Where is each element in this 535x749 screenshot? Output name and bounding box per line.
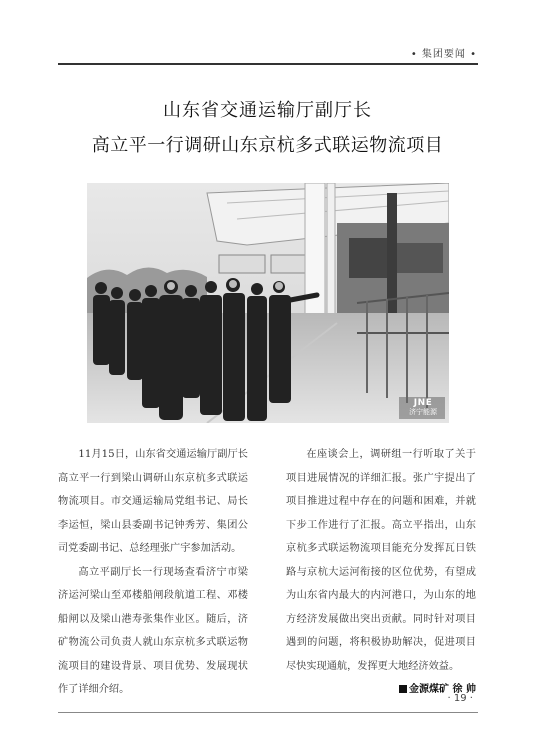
photo-scene bbox=[87, 183, 449, 423]
page-number: · 19 · bbox=[447, 693, 473, 704]
header-divider bbox=[58, 63, 478, 65]
byline-text: 金源煤矿 徐 帅 bbox=[409, 684, 476, 695]
article-body-right bbox=[286, 443, 476, 701]
article-body-left bbox=[58, 443, 248, 702]
footer-divider bbox=[58, 712, 478, 713]
body-paragraph: 高立平副厅长一行现场查看济宁市梁济运河梁山至邓楼船闸段航道工程、邓楼船闸以及梁山港寿张集作业区。随后，济矿物流公司负责人就山东京杭多式联运物流项目的建设背景、项目优势、发展现状作了详细介绍。 bbox=[58, 566, 248, 695]
byline-square-icon bbox=[399, 685, 407, 693]
section-label: • 集团要闻 • bbox=[410, 49, 477, 60]
article-title-line2: 高立平一行调研山东京杭多式联运物流项目 bbox=[91, 135, 444, 156]
article-title-line1: 山东省交通运输厅副厅长 bbox=[163, 100, 372, 121]
article-photo bbox=[87, 183, 449, 423]
photo-watermark bbox=[403, 399, 443, 417]
body-paragraph: 11月15日，山东省交通运输厅副厅长高立平一行到梁山调研山东京杭多式联运物流项目。市交通运输局党组书记、局长李运恒，梁山县委副书记钟秀芳、集团公司党委副书记、总经理张广宇参加活动。 bbox=[58, 449, 248, 554]
body-paragraph: 在座谈会上，调研组一行听取了关于项目进展情况的详细汇报。张广宇提出了项目推进过程中存在的问题和困难，并就下步工作进行了汇报。高立平指出，山东京杭多式联运物流项目能充分发挥瓦日铁路与京杭大运河衔接的区位优势，有望成为山东省内最大的内河港口，为山东的地方经济发展做出突出贡献。同时针对项目遇到的问题，将积极协助解决，促进项目尽快实现通航，发挥更大地经济效益。 bbox=[286, 449, 476, 672]
watermark-logo: JNE bbox=[413, 398, 433, 408]
watermark-text: 济宁能源 bbox=[409, 408, 437, 416]
